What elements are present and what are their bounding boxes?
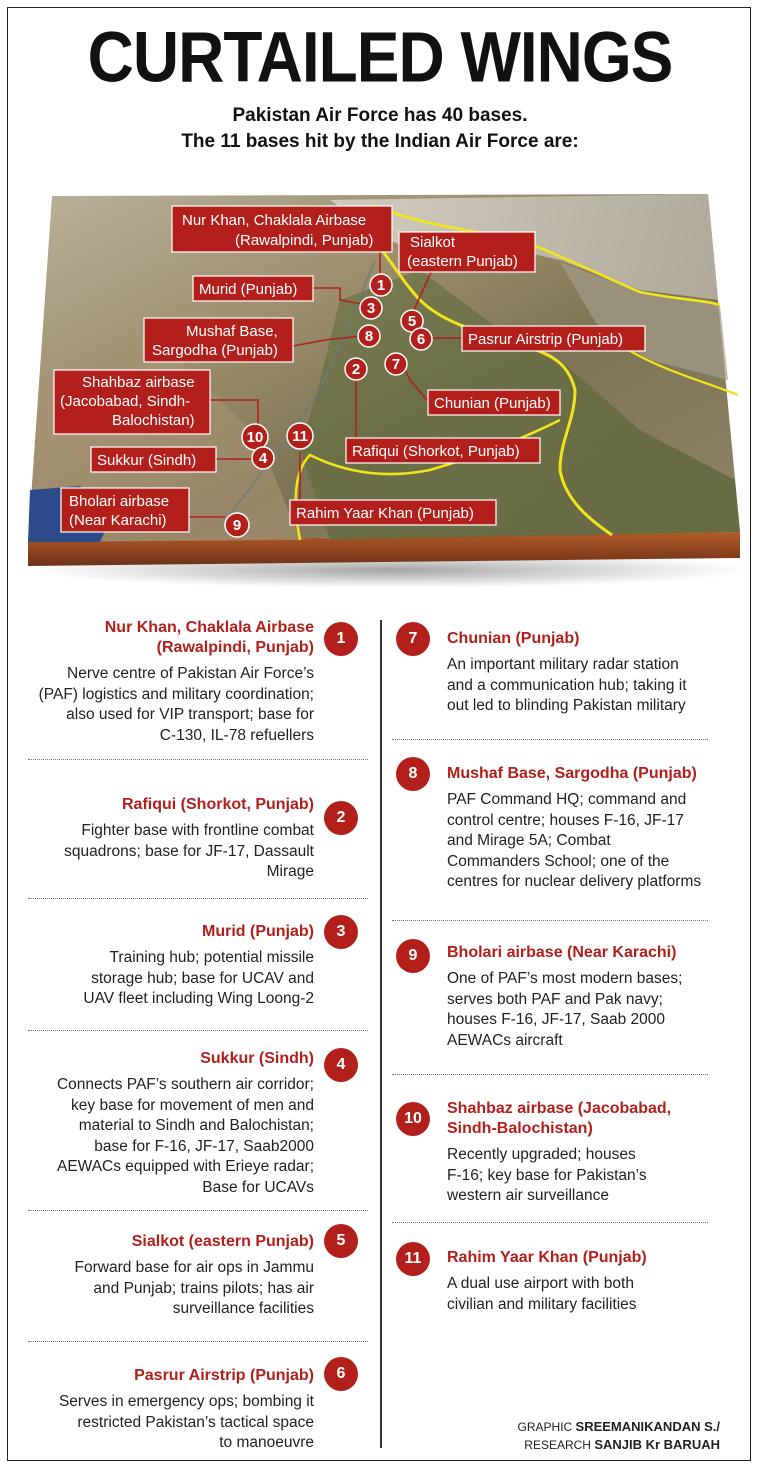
- credit-research-name: SANJIB Kr BARUAH: [594, 1437, 720, 1452]
- base-number-10: 10: [396, 1102, 430, 1136]
- base-number-2: 2: [324, 801, 358, 835]
- base-entry-3: [24, 922, 314, 1010]
- base-name-3: Murid (Punjab): [202, 923, 314, 940]
- map-marker-10: [242, 424, 268, 450]
- credit-graphic-name: SREEMANIKANDAN S./: [575, 1419, 720, 1434]
- map-marker-11: [287, 423, 313, 449]
- column-divider: [380, 620, 382, 1448]
- base-desc-10: Recently upgraded; houses F-16; key base for Pakistan’s western air surveillance: [447, 1146, 647, 1204]
- base-desc-2: Fighter base with frontline combat squadrons; base for JF-17, Dassault Mirage: [64, 822, 314, 880]
- base-number-11: 11: [396, 1242, 430, 1276]
- base-entry-5: [24, 1232, 314, 1320]
- map-label-murid-text: Murid (Punjab): [199, 281, 298, 298]
- separator: [392, 920, 708, 921]
- credit-graphic-prefix: GRAPHIC: [517, 1420, 576, 1434]
- credit-block: [518, 1418, 720, 1454]
- map-label-nur-khan: [172, 206, 392, 252]
- map-label-bholari: [61, 488, 189, 532]
- separator: [392, 1074, 708, 1075]
- separator: [28, 898, 368, 899]
- map-marker-8: [358, 325, 380, 347]
- base-entry-8: [447, 764, 737, 893]
- base-name-5: Sialkot (eastern Punjab): [131, 1233, 314, 1250]
- map-label-sukkur-text: Sukkur (Sindh): [97, 452, 197, 469]
- map-marker-6: [410, 328, 432, 350]
- map-panel: [0, 0, 760, 600]
- base-number-4: 4: [324, 1048, 358, 1082]
- map-marker-3: [360, 297, 382, 319]
- base-name-11: Rahim Yaar Khan (Punjab): [447, 1249, 647, 1266]
- svg-text:11: 11: [292, 428, 308, 445]
- base-desc-1: Nerve centre of Pakistan Air Force’s (PAF) logistics and military coordination; also used for VIP transport; base for C-130, IL-78 refuellers: [38, 665, 314, 744]
- map-label-sialkot-line2: (eastern Punjab): [407, 253, 518, 270]
- base-desc-9: One of PAF’s most modern bases; serves both PAF and Pak navy; houses F-16, JF-17, Saab 2000 AEWACs aircraft: [447, 970, 683, 1049]
- map-label-rafiqui-text: Rafiqui (Shorkot, Punjab): [352, 443, 520, 460]
- svg-text:6: 6: [416, 331, 426, 348]
- svg-text:1: 1: [376, 277, 386, 294]
- svg-text:8: 8: [364, 328, 374, 345]
- map-label-bholari-line2: (Near Karachi): [69, 512, 167, 529]
- base-name-10: Shahbaz airbase (Jacobabad, Sindh-Balochistan): [447, 1100, 672, 1137]
- base-number-7: 7: [396, 622, 430, 656]
- base-number-5: 5: [324, 1224, 358, 1258]
- map-label-mushaf-line1: Mushaf Base,: [186, 323, 278, 340]
- base-name-2: Rafiqui (Shorkot, Punjab): [122, 796, 314, 813]
- base-name-1: Nur Khan, Chaklala Airbase (Rawalpindi, Punjab): [104, 619, 314, 656]
- base-entry-10: [447, 1099, 737, 1207]
- map-label-pasrur-text: Pasrur Airstrip (Punjab): [468, 331, 624, 348]
- base-number-6: 6: [324, 1357, 358, 1391]
- base-entry-6: [24, 1366, 314, 1454]
- base-entry-11: [447, 1248, 737, 1315]
- svg-text:9: 9: [232, 517, 242, 534]
- map-label-murid: [193, 276, 313, 301]
- base-name-6: Pasrur Airstrip (Punjab): [134, 1367, 314, 1384]
- map-label-shahbaz-line2: (Jacobabad, Sindh-: [60, 393, 191, 410]
- map-label-chunian: [428, 390, 560, 415]
- map-label-bholari-line1: Bholari airbase: [69, 493, 170, 510]
- map-label-mushaf-line2: Sargodha (Punjab): [152, 342, 278, 359]
- base-number-9: 9: [396, 939, 430, 973]
- base-number-1: 1: [324, 622, 358, 656]
- map-label-nur-khan-line2: (Rawalpindi, Punjab): [235, 232, 374, 249]
- map-label-rahim-yaar-khan-text: Rahim Yaar Khan (Punjab): [296, 505, 474, 522]
- page-title: CURTAILED WINGS: [87, 16, 673, 98]
- svg-text:4: 4: [258, 450, 268, 467]
- map-label-nur-khan-line1: Nur Khan, Chaklala Airbase: [182, 212, 367, 229]
- separator: [28, 759, 368, 760]
- svg-text:3: 3: [366, 300, 376, 317]
- map-marker-7: [385, 353, 407, 375]
- base-desc-5: Forward base for air ops in Jammu and Punjab; trains pilots; has air surveillance facilities: [74, 1259, 314, 1317]
- map-marker-4: [252, 447, 274, 469]
- map-label-chunian-text: Chunian (Punjab): [434, 395, 551, 412]
- base-desc-3: Training hub; potential missile storage hub; base for UCAV and UAV fleet including Wing Loong-2: [83, 949, 314, 1007]
- base-desc-7: An important military radar station and a communication hub; taking it out led to blinding Pakistan military: [447, 656, 687, 714]
- base-number-3: 3: [324, 915, 358, 949]
- base-desc-4: Connects PAF’s southern air corridor; key base for movement of men and material to Sindh and Balochistan; base for F-16, JF-17, Saab2000 AEWACs equipped with Erieye radar; Base for UCAVs: [56, 1076, 314, 1196]
- base-name-7: Chunian (Punjab): [447, 630, 580, 647]
- map-label-shahbaz-line3: Balochistan): [112, 412, 195, 429]
- base-entry-1: [24, 618, 314, 746]
- svg-text:5: 5: [407, 313, 417, 330]
- map-label-mushaf: [144, 318, 293, 362]
- map-marker-9: [225, 513, 249, 537]
- base-entry-4: [24, 1049, 314, 1198]
- svg-text:7: 7: [391, 356, 401, 373]
- base-name-8: Mushaf Base, Sargodha (Punjab): [447, 765, 697, 782]
- separator: [392, 1222, 708, 1223]
- credit-research-prefix: RESEARCH: [524, 1438, 595, 1452]
- separator: [28, 1210, 368, 1211]
- map-label-sukkur: [91, 447, 216, 472]
- map-marker-1: [370, 274, 392, 296]
- map-marker-2: [345, 358, 367, 380]
- map-label-shahbaz: [54, 370, 210, 434]
- subtitle-line-1: Pakistan Air Force has 40 bases.: [232, 105, 528, 126]
- map-label-sialkot: [399, 232, 535, 272]
- separator: [392, 739, 708, 740]
- svg-text:2: 2: [351, 361, 361, 378]
- base-desc-6: Serves in emergency ops; bombing it restricted Pakistan’s tactical space to manoeuvre: [58, 1393, 314, 1451]
- base-number-8: 8: [396, 757, 430, 791]
- map-label-rahim-yaar-khan: [290, 500, 496, 525]
- base-name-9: Bholari airbase (Near Karachi): [447, 944, 677, 961]
- base-desc-8: PAF Command HQ; command and control centre; houses F-16, JF-17 and Mirage 5A; Combat Commanders School; one of the centres for nuclear delivery platforms: [447, 791, 702, 890]
- separator: [28, 1341, 368, 1342]
- map-label-shahbaz-line1: Shahbaz airbase: [82, 374, 195, 391]
- base-entry-2: [24, 795, 314, 883]
- map-label-sialkot-line1: Sialkot: [410, 234, 456, 251]
- map-label-pasrur: [462, 326, 645, 351]
- base-name-4: Sukkur (Sindh): [200, 1050, 314, 1067]
- base-entry-7: [447, 629, 737, 717]
- map-label-rafiqui: [346, 438, 540, 463]
- separator: [28, 1030, 368, 1031]
- base-entry-9: [447, 943, 737, 1051]
- base-desc-11: A dual use airport with both civilian and military facilities: [447, 1275, 637, 1313]
- svg-text:10: 10: [246, 429, 264, 446]
- subtitle-line-2: The 11 bases hit by the Indian Air Force are:: [181, 131, 579, 152]
